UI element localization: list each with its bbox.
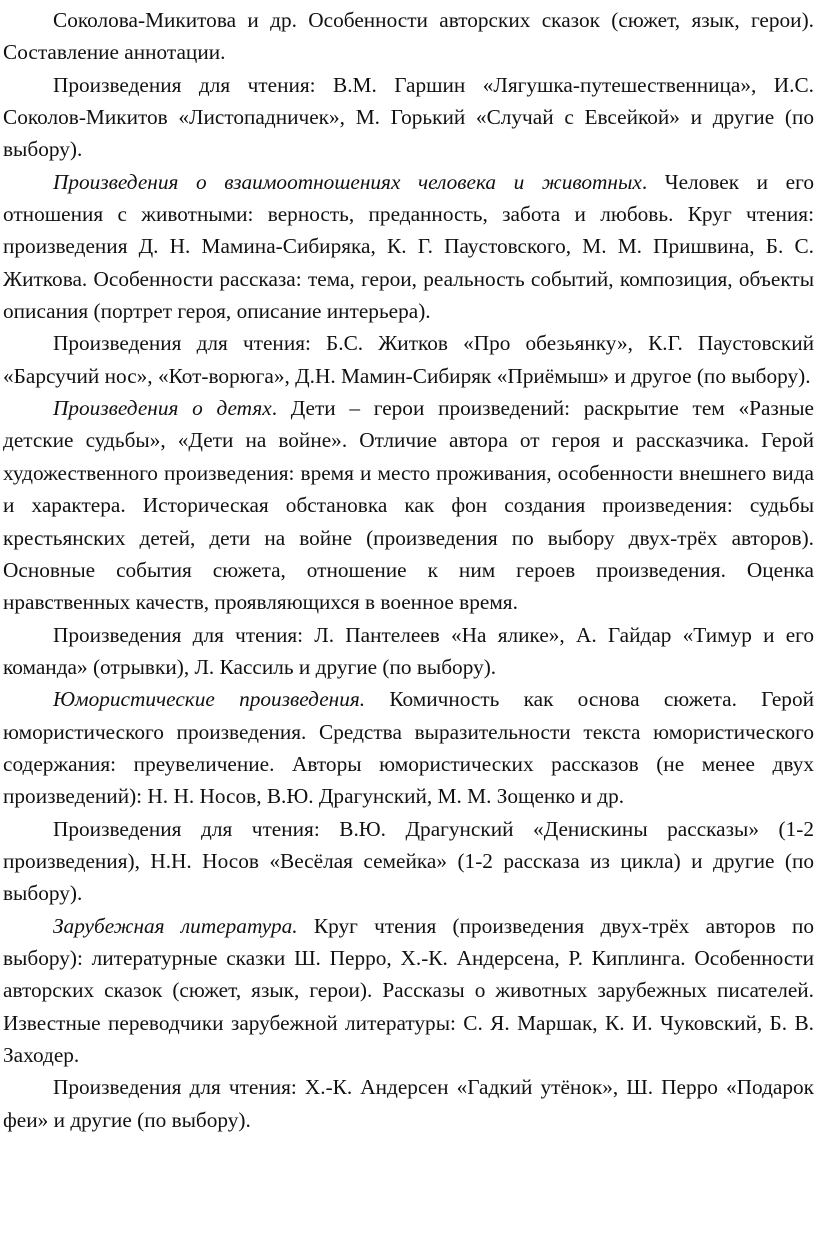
paragraph-6 (3, 619, 814, 684)
paragraph-3-text: . Человек и его отношения с животными: верность, преданность, забота и любовь. Круг чтения: произведения Д. Н. Мамина-Сибиряка, К. Г. Паустовского, М. М. Пришвина, Б. С. Житкова. Особенности рассказа: тема, герои, реальность событий, композиция, объекты описания (портрет героя, описание интерьера). (3, 169, 814, 324)
paragraph-9-text: Круг чтения (произведения двух-трёх авторов по выбору): литературные сказки Ш. Перро, Х.-К. Андерсена, Р. Киплинга. Особенности авторских сказок (сюжет, язык, герои). Рассказы о животных зарубежных писателей. Известные переводчики зарубежной литературы: С. Я. Маршак, К. И. Чуковский, Б. В. Заходер. (3, 913, 814, 1067)
paragraph-2-text: Произведения для чтения: В.М. Гаршин «Лягушка-путешественница», И.С. Соколов-Микитов «Листопадничек», М. Горький «Случай с Евсейкой» и другие (по выбору). (3, 72, 814, 162)
paragraph-7-text: Комичность как основа сюжета. Герой юмористического произведения. Средства выразительности текста юмористического содержания: преувеличение. Авторы юмористических рассказов (не менее двух произведений): Н. Н. Носов, В.Ю. Драгунский, М. М. Зощенко и др. (3, 687, 814, 809)
paragraph-8-text: Произведения для чтения: В.Ю. Драгунский «Денискины рассказы» (1-2 произведения), Н.Н. Носов «Весёлая семейка» (1-2 рассказа из цикла) и другие (по выбору). (3, 816, 814, 906)
paragraph-10-text: Произведения для чтения: Х.-К. Андерсен «Гадкий утёнок», Ш. Перро «Подарок феи» и другие (по выбору). (3, 1075, 814, 1132)
paragraph-7-lead: Юмористические произведения. (53, 687, 366, 712)
paragraph-10 (3, 1071, 814, 1136)
paragraph-4 (3, 327, 814, 392)
paragraph-5-lead: Произведения о детях (53, 396, 272, 421)
paragraph-8 (3, 813, 814, 910)
paragraph-9 (3, 910, 814, 1072)
paragraph-7 (3, 683, 814, 812)
paragraph-1-text: Соколова-Микитова и др. Особенности авторских сказок (сюжет, язык, герои). Составление аннотации. (3, 8, 814, 65)
paragraph-4-text: Произведения для чтения: Б.С. Житков «Про обезьянку», К.Г. Паустовский «Барсучий нос», «Кот-ворюга», Д.Н. Мамин-Сибиряк «Приёмыш» и другое (по выбору). (3, 331, 814, 388)
paragraph-2 (3, 69, 814, 166)
paragraph-5 (3, 392, 814, 618)
paragraph-1 (3, 4, 814, 69)
paragraph-6-text: Произведения для чтения: Л. Пантелеев «На ялике», А. Гайдар «Тимур и его команда» (отрывки), Л. Кассиль и другие (по выбору). (3, 622, 814, 679)
paragraph-9-lead: Зарубежная литература. (53, 913, 298, 938)
paragraph-3-lead: Произведения о взаимоотношениях человека и животных (53, 169, 642, 194)
paragraph-5-text: . Дети – герои произведений: раскрытие тем «Разные детские судьбы», «Дети на войне». Отличие автора от героя и рассказчика. Герой художественного произведения: время и место проживания, особенности внешнего вида и характера. Историческая обстановка как фон создания произведения: судьбы крестьянских детей, дети на войне (произведения по выбору двух-трёх авторов). Основные события сюжета, отношение к ним героев произведения. Оценка нравственных качеств, проявляющихся в военное время. (3, 396, 814, 615)
paragraph-3 (3, 166, 814, 328)
